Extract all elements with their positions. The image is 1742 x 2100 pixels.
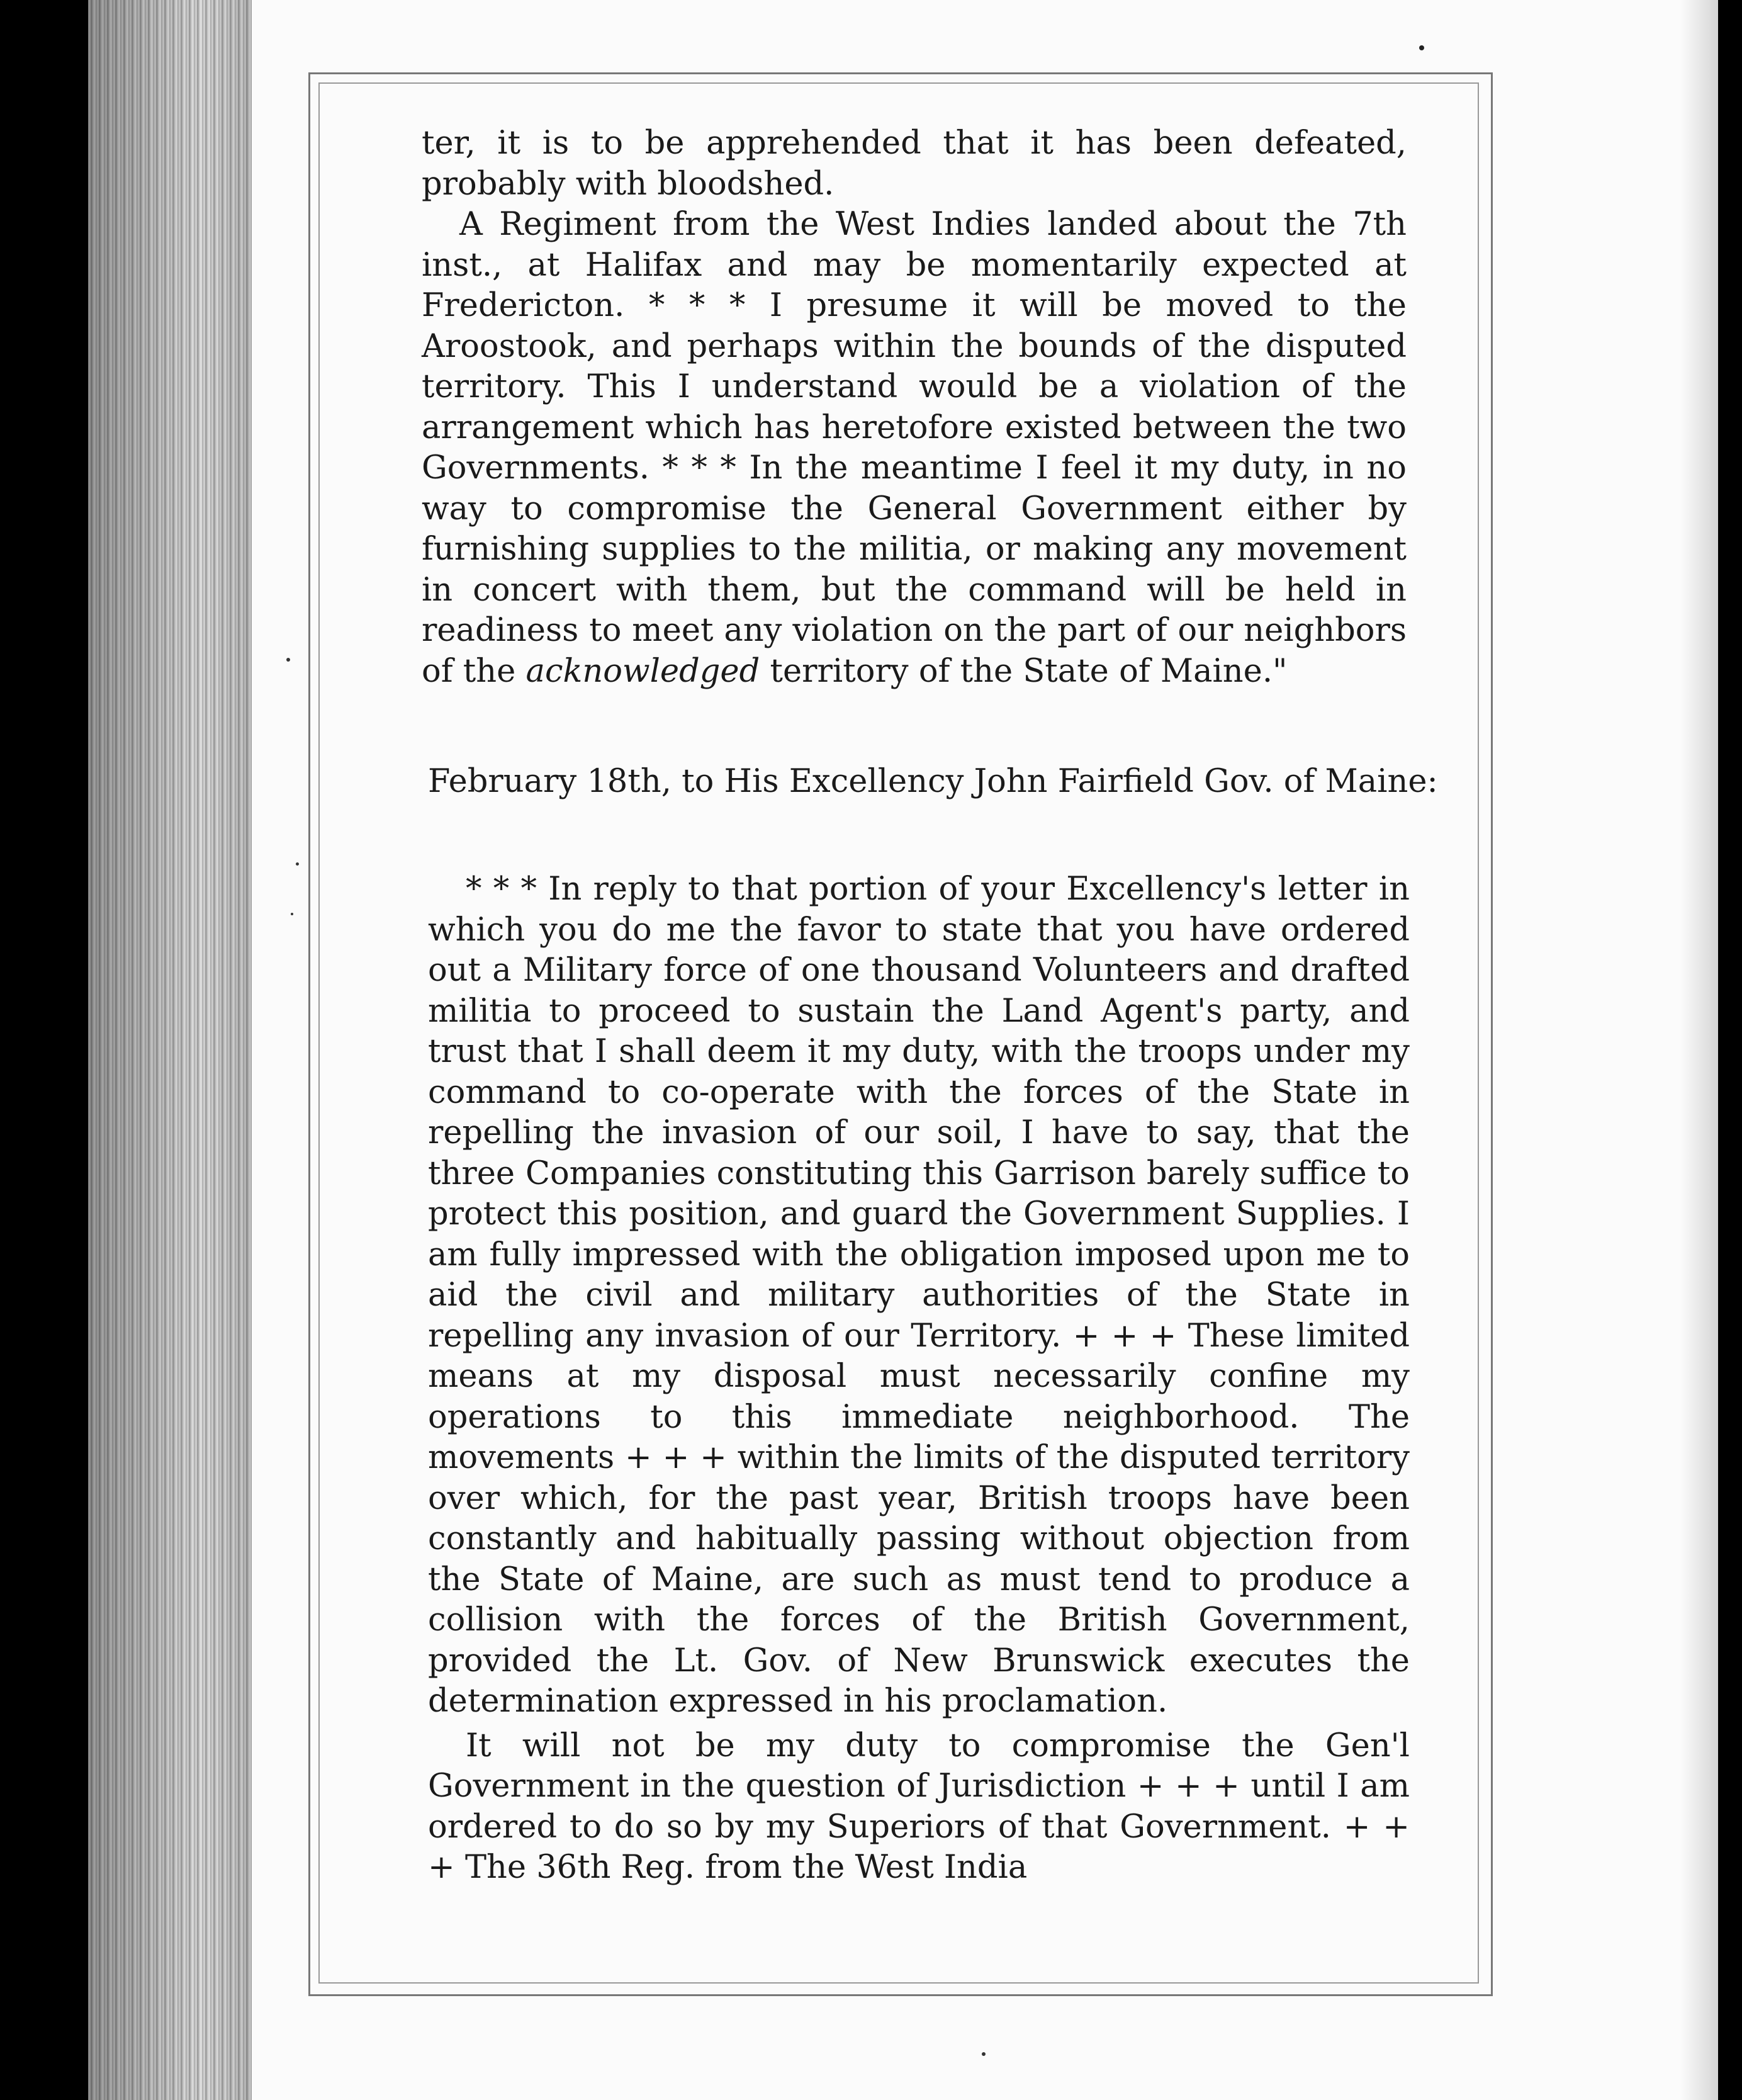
page-edges-shadow: [88, 0, 277, 2100]
ink-dot: [1419, 45, 1424, 50]
paragraph-continuation: ter, it is to be apprehended that it has been defeated, probably with bloodshed.: [422, 125, 1407, 203]
italic-emphasis: acknowledged: [525, 652, 760, 690]
paragraph-regiment: [422, 205, 1407, 692]
letter-quote-first: [422, 123, 1407, 692]
paragraph-jurisdiction: [428, 1726, 1410, 1888]
ellipsis-crosses: + + +: [1137, 1768, 1240, 1805]
letter-quote-second: [428, 869, 1410, 1888]
paragraph-text: A Regiment from the West Indies landed about the 7th inst., at Halifax and may be momentarily expected at Fredericton.: [422, 206, 1407, 324]
paragraph-text: within the limits of the disputed territory over which, for the past year, British troops have been constantly and habitually passing without objection from the State of Maine, are such as must tend to produce a collision with the forces of the British Government, provided the Lt. Gov. of New Brunswick executes the determination expressed in his proclamation.: [428, 1439, 1410, 1720]
scan-speck: [291, 913, 293, 915]
paragraph-text: In the meantime I feel it my duty, in no way to compromise the General Government either by furnishing supplies to the militia, or making any movement in concert with them, but the command will be held in readiness to meet any violation on the part of our neighbors of the: [422, 449, 1407, 690]
ellipsis-stars: * * *: [466, 871, 537, 908]
ellipsis-stars: * * *: [662, 449, 736, 487]
paragraph-text: until I am ordered to do so by my Superiors of that Government.: [428, 1768, 1410, 1846]
paragraph-text: I presume it will be moved to the Aroostook, and perhaps within the bounds of the disputed territory. This I understand would be a violation of the arrangement which has heretofore existed between the two Governments.: [422, 287, 1407, 487]
ellipsis-crosses: + + +: [1072, 1317, 1177, 1355]
scan-speck: [982, 2052, 986, 2056]
paragraph-text: territory of the State of Maine.": [770, 652, 1288, 690]
book-page: [252, 0, 1718, 2100]
paragraph-reply: [428, 869, 1410, 1722]
ellipsis-crosses: + + +: [624, 1439, 727, 1476]
paragraph-text: In reply to that portion of your Excellency's letter in which you do me the favor to state that you have ordered out a Military force of one thousand Volunteers and drafted militia to proceed to sustain the Land Agent's party, and trust that I shall deem it my duty, with the troops under my command to co-operate with the forces of the State in repelling the invasion of our soil, I have to say, that the three Companies constituting this Garrison barely suffice to protect this position, and guard the Government Supplies. I am fully impressed with the obligation imposed upon me to aid the civil and military authorities of the State in repelling any invasion of our Territory.: [428, 871, 1410, 1355]
paragraph-text: The 36th Reg. from the West India: [464, 1849, 1028, 1886]
letter-heading: February 18th, to His Excellency John Fairfield Gov. of Maine:: [428, 763, 1438, 800]
paragraph-text: It will not be my duty to compromise the Gen'l Government in the question of Jurisdiction: [428, 1727, 1410, 1805]
scan-speck: [286, 658, 290, 662]
paragraph-text: These limited means at my disposal must necessarily confine my operations to this immediate neighborhood. The movements: [428, 1317, 1410, 1476]
ellipsis-crosses: + + +: [428, 1808, 1410, 1886]
scan-speck: [296, 862, 299, 866]
page-gutter-shadow: [1680, 0, 1718, 2100]
ellipsis-stars: * * *: [648, 287, 746, 324]
